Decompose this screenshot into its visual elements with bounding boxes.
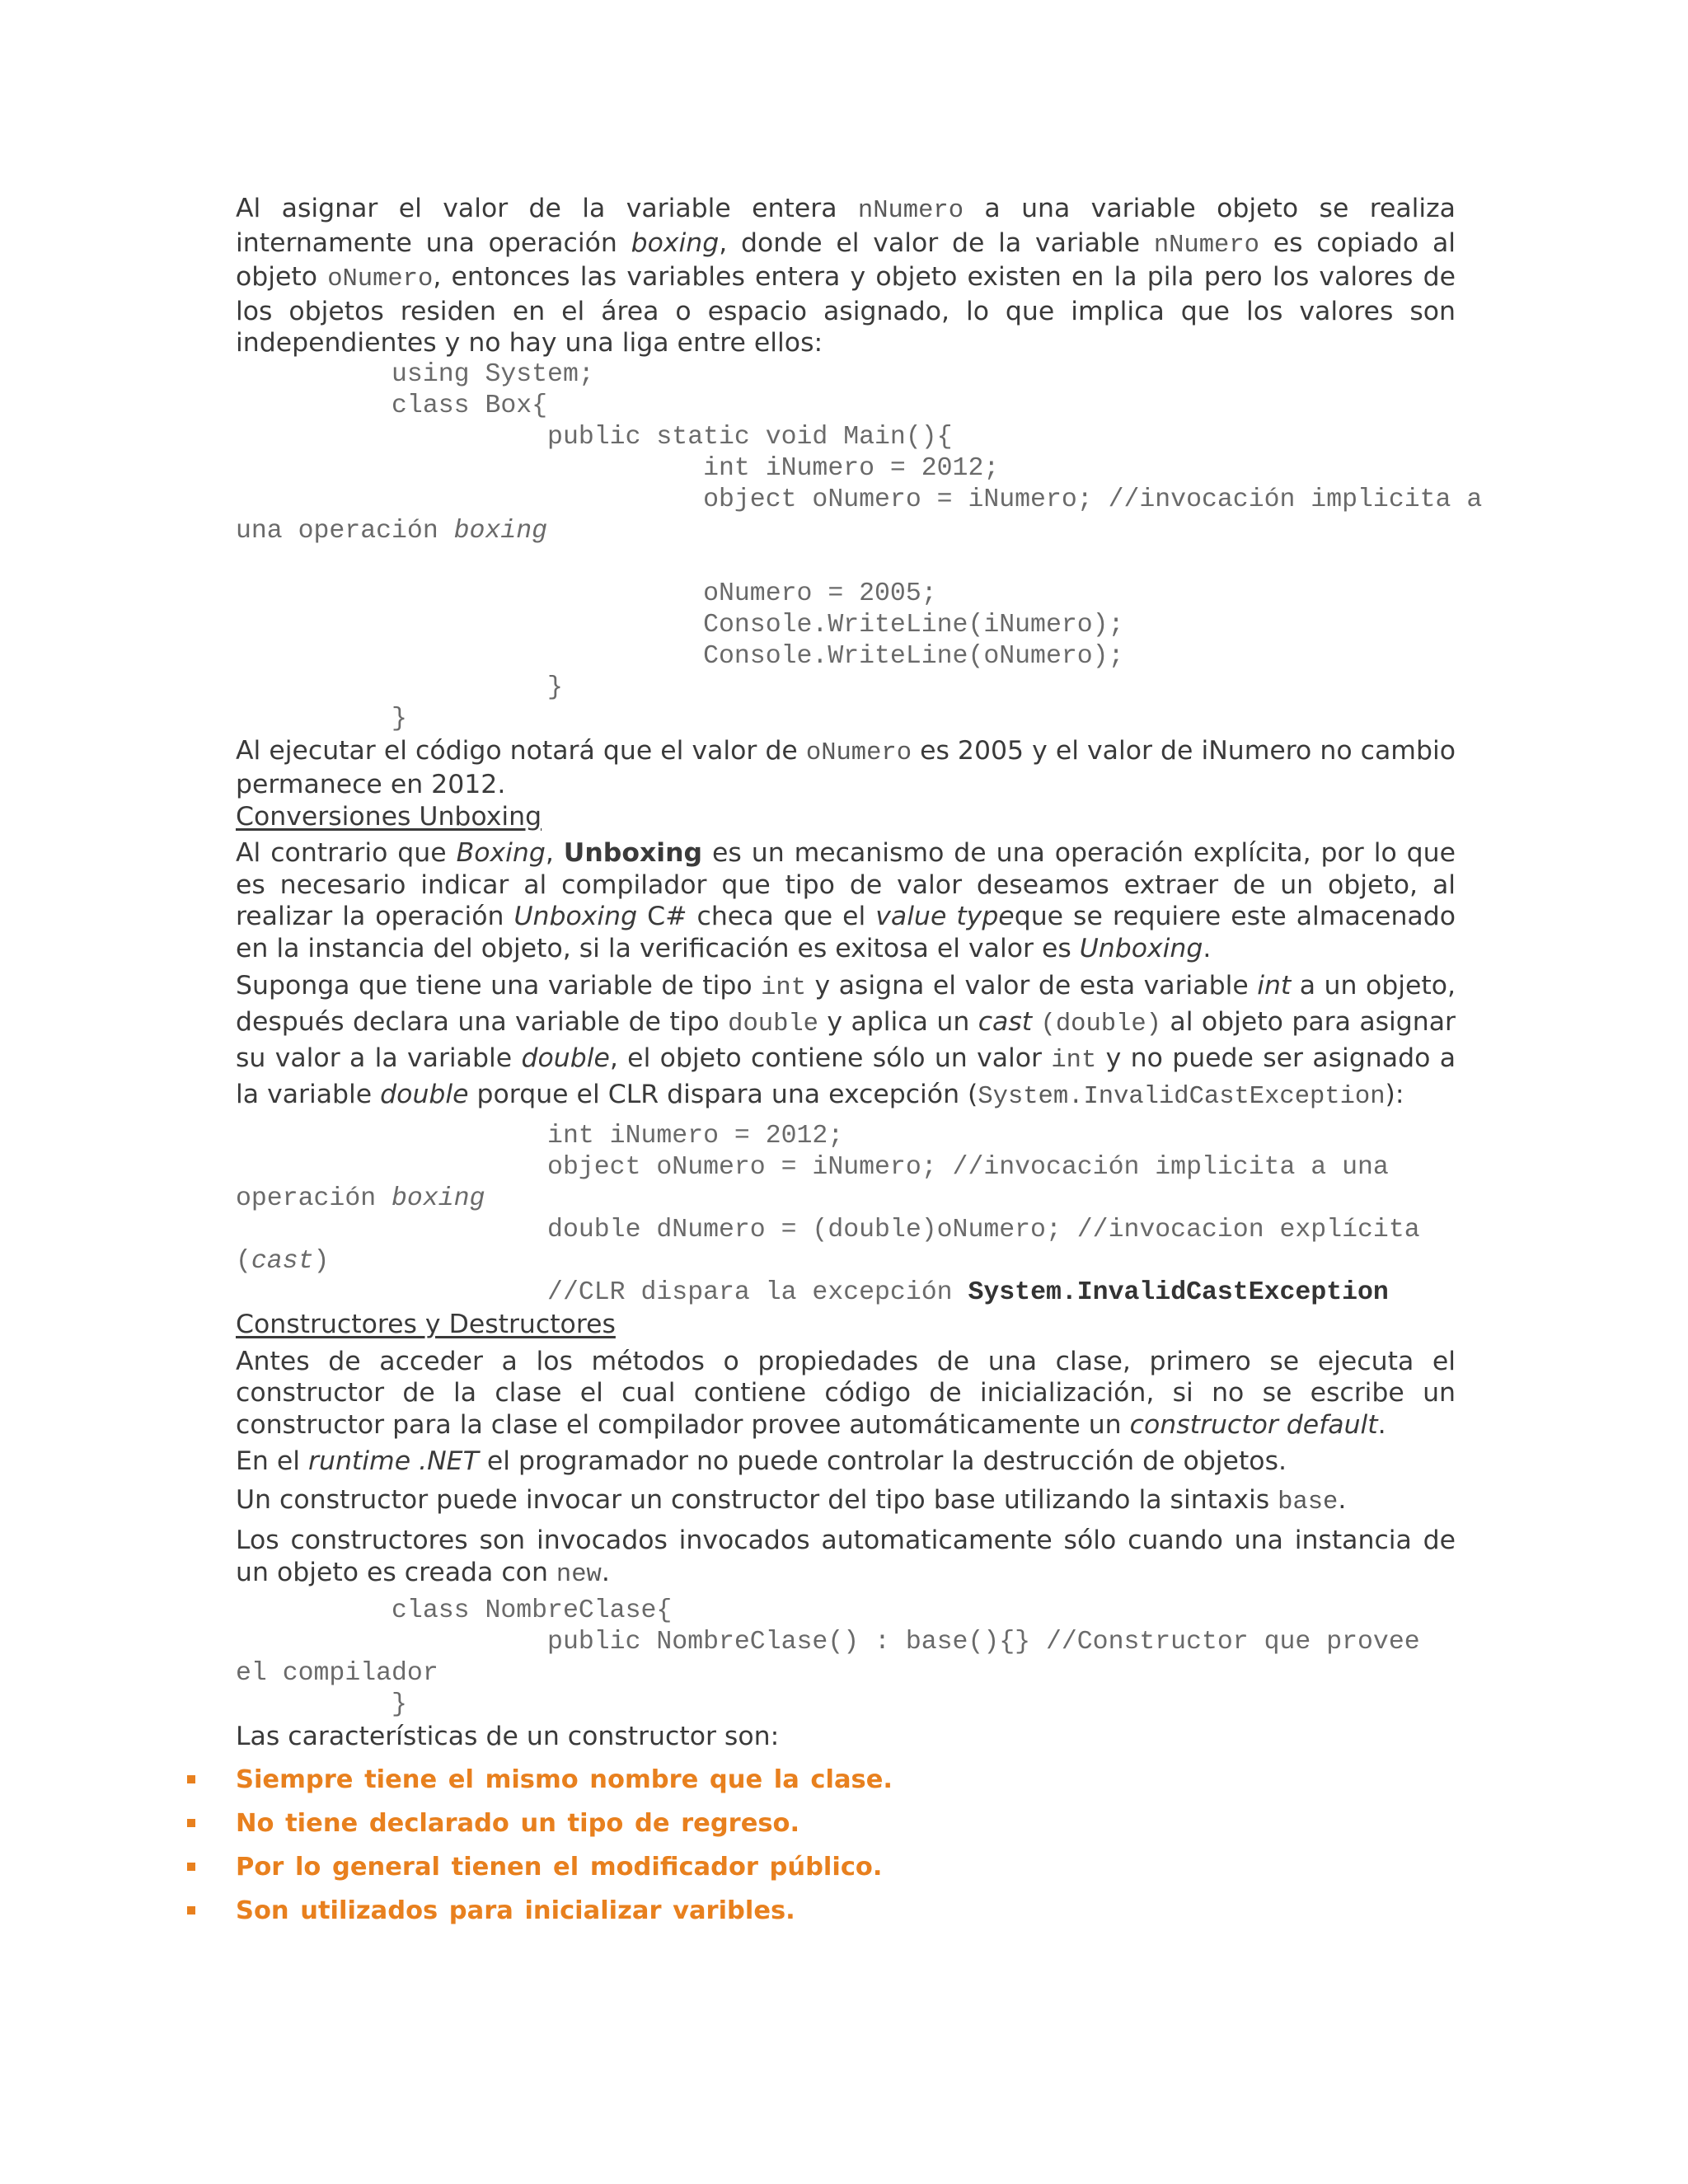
paragraph-base	[236, 1484, 1456, 1519]
text: Antes de acceder a los métodos o propiedades de una clase, primero se ejecuta el constructor de la clase el cual contiene código de inicialización, si no se escribe un constructor para la clase el compilador provee automáticamente un	[236, 1346, 1456, 1440]
code-line-blank	[236, 547, 1456, 579]
code-line	[236, 1246, 1456, 1277]
inline-code: double	[728, 1010, 818, 1038]
text: .	[1338, 1484, 1347, 1515]
inline-code: new	[556, 1560, 602, 1589]
constructor-characteristics-list	[236, 1765, 1456, 1927]
code-block-constructor	[236, 1596, 1456, 1721]
text	[1032, 1007, 1040, 1037]
code-italic: boxing	[392, 1184, 485, 1213]
code-line: el compilador	[236, 1659, 438, 1688]
text: Un constructor puede invocar un constructor del tipo base utilizando la sintaxis	[236, 1484, 1278, 1515]
text: que se requiere este almacenado en la instancia del objeto, si la verificación es exitosa el valor es	[236, 902, 1456, 963]
text: el programador no puede controlar la destrucción de objetos.	[478, 1446, 1287, 1476]
paragraph-characteristics: Las características de un constructor son:	[236, 1722, 780, 1751]
italic-term: value type	[875, 902, 1015, 931]
text: Al contrario que	[236, 838, 457, 868]
text: a una variable objeto se realiza internamente una operación	[236, 194, 1456, 258]
code-line	[236, 516, 1456, 547]
text: .	[1377, 1409, 1386, 1440]
italic-term: double	[521, 1043, 610, 1073]
italic-term: cast	[978, 1007, 1033, 1037]
code-line: int iNumero = 2012;	[236, 1122, 844, 1151]
code-line: public NombreClase() : base(){} //Constructor que provee	[236, 1628, 1420, 1657]
code-line: public static void Main(){	[236, 422, 953, 452]
square-bullet-icon	[187, 1819, 195, 1827]
code-line: oNumero = 2005;	[236, 579, 937, 608]
list-item	[236, 1765, 1456, 1796]
code-text: (	[236, 1247, 251, 1276]
text: es un mecanismo de una operación explícita, por lo que es necesario indicar al compilador que tipo de valor deseamos extraer de un objeto, al realizar la operación	[236, 838, 1456, 931]
code-line: object oNumero = iNumero; //invocación implicita a una	[236, 1153, 1389, 1182]
code-italic: cast	[251, 1247, 314, 1276]
list-item-text: Son utilizados para inicializar varibles.	[236, 1896, 795, 1925]
inline-code: oNumero	[327, 265, 434, 293]
text: , el objeto contiene sólo un valor	[609, 1043, 1052, 1073]
text: ,	[545, 838, 564, 868]
square-bullet-icon	[187, 1906, 195, 1915]
list-item	[236, 1896, 1456, 1927]
inline-code: System.InvalidCastException	[978, 1083, 1386, 1111]
inline-code: int	[761, 974, 807, 1002]
text: al objeto para asignar su valor a la variable	[236, 1007, 1456, 1073]
text: es copiado al objeto	[236, 227, 1456, 292]
text: Suponga que tiene una variable de tipo	[236, 971, 762, 1001]
bold-term: Unboxing	[563, 838, 703, 868]
code-line	[236, 1183, 1456, 1215]
paragraph-boxing-intro	[236, 193, 1456, 359]
italic-term: int	[1257, 971, 1292, 1001]
text: , donde el valor de la variable	[719, 227, 1154, 258]
code-line: int iNumero = 2012;	[236, 453, 1000, 483]
list-item-text: Siempre tiene el mismo nombre que la clase.	[236, 1765, 893, 1794]
code-line: class NombreClase{	[236, 1596, 673, 1625]
code-line	[236, 1277, 1456, 1309]
code-text: //CLR dispara la excepción	[236, 1278, 968, 1307]
paragraph-unboxing	[236, 837, 1456, 964]
code-italic: boxing	[453, 516, 548, 546]
section-heading-unboxing: Conversiones Unboxing	[236, 801, 542, 832]
text: a un objeto, después declara una variable de tipo	[236, 971, 1456, 1037]
text: Los constructores son invocados invocados automaticamente sólo cuando una instancia de un objeto es creada con	[236, 1526, 1456, 1587]
code-text: operación	[236, 1184, 392, 1213]
paragraph-constructors	[236, 1346, 1456, 1441]
inline-code: int	[1051, 1047, 1097, 1075]
inline-code: (double)	[1040, 1010, 1161, 1038]
italic-term: Unboxing	[513, 902, 638, 931]
list-item-text: No tiene declarado un tipo de regreso.	[236, 1808, 800, 1838]
italic-term: Unboxing	[1079, 933, 1203, 963]
code-text: una operación	[236, 516, 454, 546]
text: , entonces las variables entera y objeto existen en la pila pero los valores de los objetos residen en el área o espacio asignado, lo que implica que los valores son independientes y no hay una liga entre ellos:	[236, 262, 1456, 358]
italic-term: boxing	[631, 227, 720, 258]
list-item	[236, 1808, 1456, 1840]
code-line: class Box{	[236, 391, 548, 420]
inline-code: oNumero	[805, 738, 912, 767]
text: porque el CLR dispara una excepción (	[468, 1080, 978, 1109]
text: En el	[236, 1446, 309, 1476]
inline-code: base	[1278, 1488, 1339, 1516]
code-block-box	[236, 359, 1483, 735]
code-line: object oNumero = iNumero; //invocación implicita a	[236, 485, 1483, 514]
list-item	[236, 1852, 1456, 1883]
text: es 2005 y el valor de iNumero no cambio permanece en 2012.	[236, 735, 1456, 799]
italic-term: Boxing	[456, 838, 546, 868]
list-item-text: Por lo general tienen el modificador público.	[236, 1852, 883, 1882]
text: Al asignar el valor de la variable entera	[236, 194, 858, 223]
code-bold: System.InvalidCastException	[968, 1278, 1389, 1307]
text: y asigna el valor de esta variable	[806, 971, 1258, 1001]
code-line: Console.WriteLine(oNumero);	[236, 641, 1124, 671]
code-line: Console.WriteLine(iNumero);	[236, 610, 1124, 640]
text: Al ejecutar el código notará que el valor de	[236, 735, 806, 766]
code-block-unboxing	[236, 1121, 1456, 1309]
italic-term: double	[380, 1080, 469, 1109]
text: y no puede ser asignado a la variable	[236, 1043, 1456, 1109]
code-line: double dNumero = (double)oNumero; //invocacion explícita	[236, 1216, 1420, 1244]
paragraph-runtime	[236, 1446, 1456, 1478]
italic-term: runtime .NET	[308, 1446, 479, 1476]
text: .	[601, 1557, 610, 1587]
inline-code: nNumero	[857, 197, 964, 225]
code-line: using System;	[236, 359, 594, 389]
square-bullet-icon	[187, 1775, 195, 1783]
text: y aplica un	[818, 1007, 978, 1037]
code-line: }	[236, 673, 563, 702]
italic-term: constructor default	[1129, 1409, 1378, 1440]
code-line: }	[236, 704, 407, 733]
text: C# checa que el	[637, 902, 876, 931]
inline-code: nNumero	[1153, 231, 1259, 260]
paragraph-execution-result	[236, 735, 1456, 801]
square-bullet-icon	[187, 1863, 195, 1871]
code-line: }	[236, 1690, 407, 1719]
text: .	[1203, 933, 1212, 963]
paragraph-cast-example	[236, 969, 1456, 1114]
code-text: )	[313, 1247, 330, 1276]
document-page	[236, 193, 1483, 1939]
paragraph-new	[236, 1525, 1456, 1591]
section-heading-constructors: Constructores y Destructores	[236, 1310, 616, 1339]
text: ):	[1385, 1080, 1404, 1109]
